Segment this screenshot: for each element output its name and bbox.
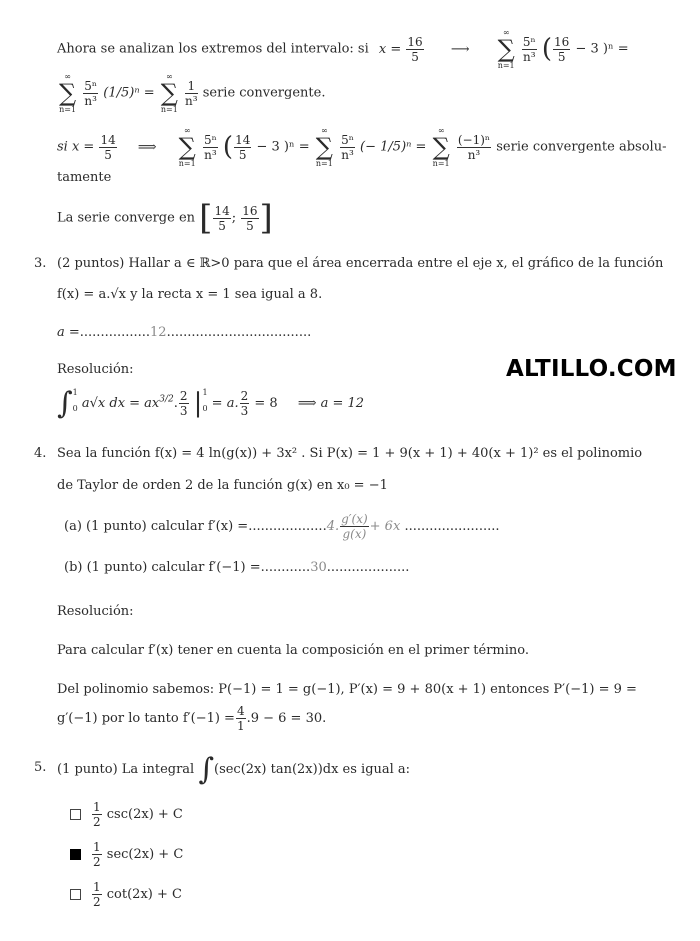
q3-dot: . <box>173 396 178 411</box>
q5-number: 5. <box>34 760 47 775</box>
frac-16-5-b: $\frac{16}{5}$ <box>554 34 570 64</box>
sum-symbol: ∞ ∑ n=1 <box>497 28 515 70</box>
frac-5n-n3: $\frac{\text{5ⁿ}}{\text{n³}}$ <box>522 34 536 64</box>
sum-symbol-4: ∞ ∑ n=1 <box>178 126 196 168</box>
q3-int-body: a√x dx = ax <box>81 396 160 411</box>
q4-number: 4. <box>34 446 47 461</box>
q5-option-3-text: cot(2x) + C <box>106 887 182 902</box>
q4-para: Para calcular f′(x) tener en cuenta la composición en el primer término. <box>57 643 530 658</box>
q4-text-2: de Taylor de orden 2 de la función g(x) en x₀ = −1 <box>57 478 388 493</box>
int-limits: 1 0 <box>72 388 78 413</box>
integral-icon: ∫ <box>57 386 73 421</box>
q3-answer-value: 12 <box>150 325 167 340</box>
checkbox-checked-icon[interactable] <box>70 849 81 860</box>
p2-l1-eq: x = <box>378 41 402 57</box>
q4-a-frac: $\frac{g'(x)}{g(x)}$ <box>341 512 368 541</box>
l3-pow: − 3 )ⁿ = <box>256 139 310 155</box>
p2-line-2 <box>57 72 325 114</box>
q3-eq-8: = 8 <box>254 396 278 411</box>
q4-del-2 <box>57 704 326 733</box>
q3-dots-left: ................. <box>79 325 151 340</box>
interval-sep: ; <box>231 210 237 226</box>
q4-del2-post: .9 − 6 = 30. <box>246 711 327 726</box>
q4-a-value-pre: 4. <box>326 519 340 534</box>
q5-text-post: (sec(2x) tan(2x))dx es igual a: <box>214 762 411 777</box>
q4-b-dots-left: ............ <box>260 560 311 575</box>
paren-open-2: ( <box>222 132 234 162</box>
q4-item-a <box>64 512 499 541</box>
paren-open: ( <box>541 34 553 64</box>
p2-l2-tail: serie convergente. <box>202 85 326 101</box>
q3-dots-right: ................................... <box>166 325 312 340</box>
q4-item-b <box>64 560 409 575</box>
q4-text-1: Sea la función f(x) = 4 ln(g(x)) + 3x² . Si P(x) = 1 + 9(x + 1) + 40(x + 1)² es el polinomio <box>57 446 643 461</box>
frac-14-5-b: $\frac{14}{5}$ <box>235 132 251 162</box>
q4-b-label: (b) (1 punto) calcular f′(−1) = <box>64 560 261 575</box>
frac-2-3: $\frac{2}{3}$ <box>179 389 188 418</box>
q5-option-2[interactable] <box>70 840 183 869</box>
q5-option-2-text: sec(2x) + C <box>106 847 184 862</box>
frac-5n-n3-3: $\frac{\text{5ⁿ}}{\text{n³}}$ <box>203 132 217 162</box>
q5-integral-icon: ∫ <box>198 752 214 787</box>
frac-14-5: $\frac{14}{5}$ <box>100 132 116 162</box>
q3-number: 3. <box>34 256 47 271</box>
bracket-right: ] <box>259 198 273 238</box>
frac-1-2-b: $\frac{1}{2}$ <box>93 840 101 869</box>
p2-line-5 <box>57 198 273 238</box>
si-x: si x = <box>57 139 95 155</box>
q3-eq-a: = a. <box>211 396 239 411</box>
p2-line-1 <box>57 28 629 70</box>
q3-result: ⟹ a = 12 <box>297 396 365 411</box>
q5-option-3[interactable] <box>70 880 182 909</box>
frac-2-3-b: $\frac{2}{3}$ <box>240 389 249 418</box>
p2-line-3 <box>57 126 666 168</box>
frac-4-1: $\frac{4}{1}$ <box>236 704 245 733</box>
p2-l1-text: Ahora se analizan los extremos del intervalo: si <box>57 41 369 57</box>
paren-close-pow: − 3 )ⁿ = <box>575 41 629 57</box>
q4-del2-pre: g′(−1) por lo tanto f′(−1) = <box>57 711 235 726</box>
q4-a-dots-right: ....................... <box>404 519 500 534</box>
arrow: ⟶ <box>450 41 470 57</box>
q5-option-1[interactable] <box>70 800 183 829</box>
q3-answer-prefix: a = <box>57 325 80 340</box>
frac-16-5: $\frac{16}{5}$ <box>407 34 423 64</box>
sum-symbol-2: ∞ ∑ n=1 <box>59 72 77 114</box>
frac-1-2-c: $\frac{1}{2}$ <box>93 880 101 909</box>
q4-a-value-post: + 6x <box>369 519 401 534</box>
q3-answer-line <box>57 325 311 340</box>
q3-text-1: (2 puntos) Hallar a ∈ ℝ>0 para que el área encerrada entre el eje x, el gráfico de la función <box>57 256 664 271</box>
q3-integral-line <box>57 386 364 421</box>
q4-b-dots-right: .................... <box>326 560 410 575</box>
frac-5n-n3-4: $\frac{\text{5ⁿ}}{\text{n³}}$ <box>341 132 354 162</box>
frac-1-2: $\frac{1}{2}$ <box>93 800 101 829</box>
sum-symbol-3: ∞ ∑ n=1 <box>160 72 178 114</box>
frac-minus1n-n3: $\frac{\text{(−1)ⁿ}}{\text{n³}}$ <box>457 132 491 162</box>
q4-a-dots-left: ................... <box>248 519 327 534</box>
q4-resolucion: Resolución: <box>57 604 134 619</box>
eval-limits: 1 0 <box>202 388 208 413</box>
q5-option-1-text: csc(2x) + C <box>106 807 183 822</box>
l3-tail: serie convergente absolu- <box>496 139 667 155</box>
p2-l2-mid: (1/5)ⁿ = <box>103 85 155 101</box>
frac-16-5-int: $\frac{16}{5}$ <box>242 203 258 233</box>
q3-exp: 3/2 <box>159 394 174 405</box>
checkbox-icon[interactable] <box>70 889 81 900</box>
q5-text-pre: (1 punto) La integral <box>57 762 195 777</box>
q3-resolucion: Resolución: <box>57 362 134 377</box>
sum-symbol-6: ∞ ∑ n=1 <box>432 126 450 168</box>
eval-bar: | <box>193 388 203 419</box>
frac-5n-n3-2: $\frac{\text{5ⁿ}}{\text{n³}}$ <box>84 78 98 108</box>
frac-1-n3: $\frac{1}{\text{n³}}$ <box>185 78 198 108</box>
q4-del-1: Del polinomio sabemos: P(−1) = 1 = g(−1), P′(x) = 9 + 80(x + 1) entonces P′(−1) = 9 = <box>57 682 637 697</box>
q4-a-label: (a) (1 punto) calcular f′(x) = <box>64 519 249 534</box>
sum-symbol-5: ∞ ∑ n=1 <box>315 126 333 168</box>
altillo-watermark: ALTILLO.COM <box>506 356 677 382</box>
checkbox-icon[interactable] <box>70 809 81 820</box>
p2-line-4: tamente <box>57 170 112 185</box>
q4-b-value: 30 <box>310 560 327 575</box>
bracket-left: [ <box>199 198 213 238</box>
converge-text: La serie converge en <box>57 210 196 226</box>
implies: ⟹ <box>137 139 157 155</box>
frac-14-5-int: $\frac{14}{5}$ <box>214 203 230 233</box>
q3-text-2: f(x) = a.√x y la recta x = 1 sea igual a 8. <box>57 287 323 302</box>
l3-mid: (− 1/5)ⁿ = <box>360 139 427 155</box>
q5-text <box>57 752 410 787</box>
